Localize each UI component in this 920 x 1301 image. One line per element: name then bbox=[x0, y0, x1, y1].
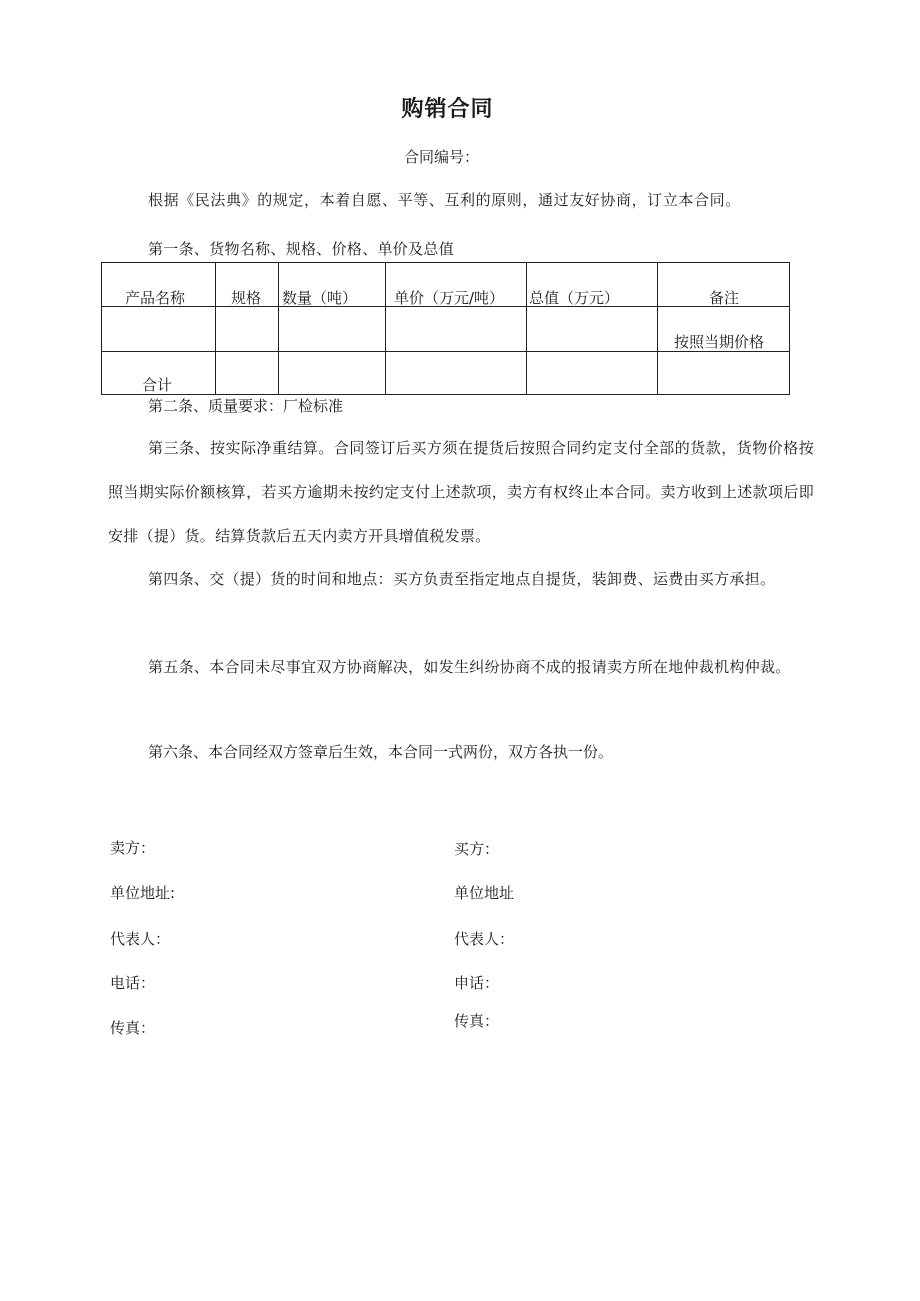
header-quantity: 数量（吨） bbox=[282, 289, 358, 307]
intro-paragraph: 根据《民法典》的规定，本着自愿、平等、互利的原则，通过友好协商，订立本合同。 bbox=[148, 191, 741, 209]
row1-remark: 按照当期价格 bbox=[674, 333, 765, 351]
article-6: 第六条、本合同经双方签章后生效，本合同一式两份，双方各执一份。 bbox=[148, 743, 614, 761]
buyer-address-label: 单位地址 bbox=[454, 884, 515, 902]
header-unit-price: 单价（万元/吨） bbox=[394, 289, 505, 307]
seller-fax-label: 传真： bbox=[110, 1019, 156, 1037]
article-5: 第五条、本合同未尽事宜双方协商解决，如发生纠纷协商不成的报请卖方所在地仲裁机构仲裁。 bbox=[148, 658, 791, 676]
goods-table bbox=[101, 262, 790, 395]
buyer-party-label: 买方： bbox=[454, 840, 500, 858]
total-row-label: 合计 bbox=[142, 376, 173, 394]
seller-address-label: 单位地址: bbox=[110, 884, 176, 902]
header-product-name: 产品名称 bbox=[125, 289, 186, 307]
article-3: 第三条、按实际净重结算。合同签订后买方须在提货后按照合同约定支付全部的货款，货物价格按照当期实际价额核算，若买方逾期未按约定支付上述款项，卖方有权终止本合同。卖方收到上述款项后即安排（提）货。结算货款后五天内卖方开具增值税发票。 bbox=[108, 439, 814, 545]
article-4: 第四条、交（提）货的时间和地点：买方负责至指定地点自提货，装卸费、运费由买方承担。 bbox=[148, 570, 776, 588]
buyer-representative-label: 代表人： bbox=[454, 930, 515, 948]
seller-phone-label: 电话： bbox=[110, 974, 156, 992]
seller-party-label: 卖方： bbox=[110, 839, 156, 857]
article-1-heading: 第一条、货物名称、规格、价格、单价及总值 bbox=[148, 240, 455, 258]
contract-number-label: 合同编号： bbox=[404, 148, 480, 166]
article-2: 第二条、质量要求：厂检标准 bbox=[148, 397, 344, 415]
buyer-fax-label: 传真： bbox=[454, 1012, 500, 1030]
seller-representative-label: 代表人： bbox=[110, 930, 171, 948]
header-total-value: 总值（万元） bbox=[529, 289, 620, 307]
document-title: 购销合同 bbox=[401, 97, 494, 122]
buyer-phone-label: 申话： bbox=[454, 974, 500, 992]
header-spec: 规格 bbox=[231, 289, 262, 307]
header-remarks: 备注 bbox=[709, 289, 740, 307]
